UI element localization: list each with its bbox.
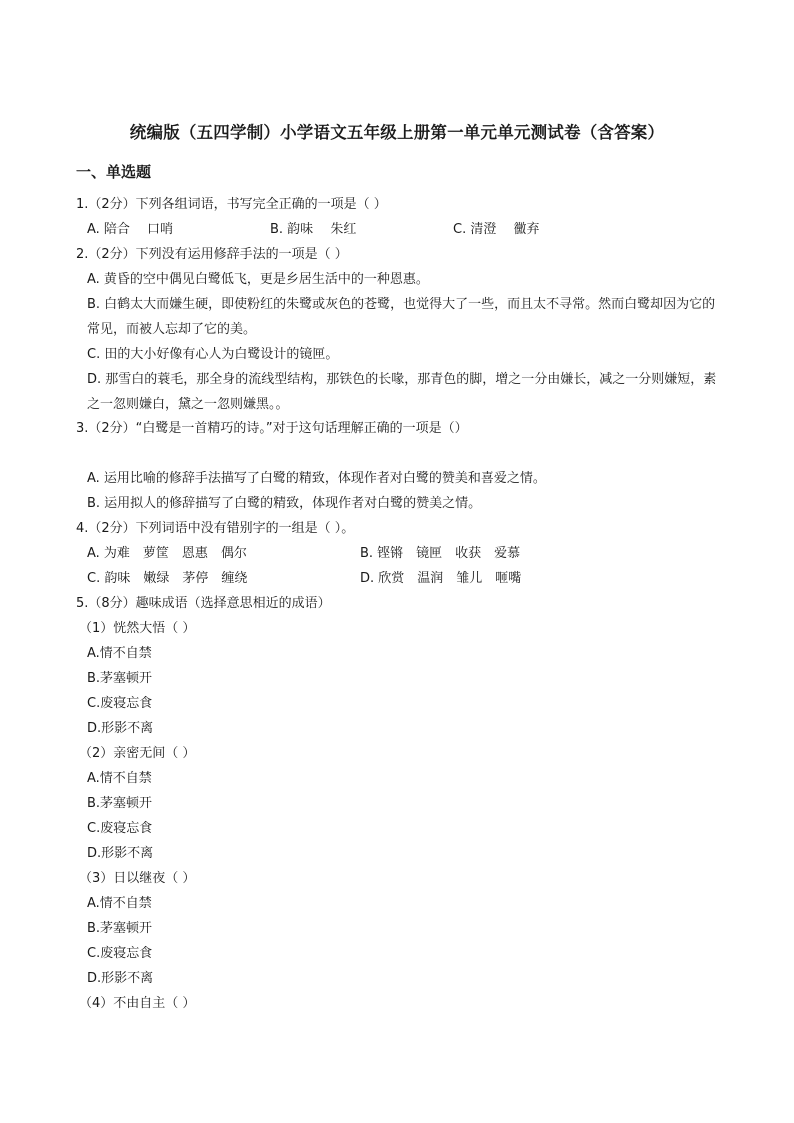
q3-option-a[interactable]: A. 运用比喻的修辞手法描写了白鹭的精致，体现作者对白鹭的赞美和喜爱之情。 bbox=[87, 471, 546, 486]
q3-option-b[interactable]: B. 运用拟人的修辞描写了白鹭的精致，体现作者对白鹭的赞美之情。 bbox=[87, 496, 482, 511]
q1-stem: 1.（2分）下列各组词语，书写完全正确的一项是（ ） bbox=[76, 197, 387, 212]
q2-option-b[interactable]: B. 白鹤太大而嫌生硬，即使粉红的朱鹭或灰色的苍鹭，也觉得大了一些，而且太不寻常。然而白鹭却因为它的常见，而被人忘却了它的美。 bbox=[87, 297, 716, 337]
q5-sub3-option-c[interactable]: C.废寝忘食 bbox=[87, 946, 153, 961]
q5-sub1-option-a[interactable]: A.情不自禁 bbox=[87, 646, 152, 661]
page-title: 统编版（五四学制）小学语文五年级上册第一单元单元测试卷（含答案） bbox=[129, 123, 665, 142]
q5-sub3-option-a[interactable]: A.情不自禁 bbox=[87, 896, 152, 911]
q5-sub1-option-d[interactable]: D.形影不离 bbox=[87, 721, 154, 736]
q5-sub2-option-a[interactable]: A.情不自禁 bbox=[87, 771, 152, 786]
q5-sub1-option-c[interactable]: C.废寝忘食 bbox=[87, 696, 153, 711]
q5-sub2-option-c[interactable]: C.废寝忘食 bbox=[87, 821, 153, 836]
q5-sub2: （2）亲密无间（ ） bbox=[79, 746, 196, 761]
q5-sub3-option-d[interactable]: D.形影不离 bbox=[87, 971, 154, 986]
q2-option-a[interactable]: A. 黄昏的空中偶见白鹭低飞，更是乡居生活中的一种恩惠。 bbox=[87, 272, 429, 287]
q5-sub1: （1）恍然大悟（ ） bbox=[79, 621, 196, 636]
q4-stem: 4.（2分）下列词语中没有错别字的一组是（ ）。 bbox=[76, 521, 355, 536]
q5-sub2-option-d[interactable]: D.形影不离 bbox=[87, 846, 154, 861]
q5-sub1-option-b[interactable]: B.茅塞顿开 bbox=[87, 671, 153, 686]
q1-option-a[interactable]: A. 陪合 口哨 bbox=[87, 222, 174, 237]
q1-option-c[interactable]: C. 清澄 黴弃 bbox=[453, 222, 540, 237]
section-heading: 一、单选题 bbox=[76, 163, 152, 181]
q5-sub4: （4）不由自主（ ） bbox=[79, 996, 196, 1011]
q4-option-a[interactable]: A. 为难 萝筐 恩惠 偶尔 bbox=[87, 546, 247, 561]
q3-stem: 3.（2分）“白鹭是一首精巧的诗。”对于这句话理解正确的一项是（） bbox=[76, 421, 468, 436]
q4-option-c[interactable]: C. 韵味 嫩绿 茅停 缠绕 bbox=[87, 571, 248, 586]
q2-option-c[interactable]: C. 田的大小好像有心人为白鹭设计的镜匣。 bbox=[87, 347, 339, 362]
q4-option-b[interactable]: B. 铿锵 镜匣 收获 爱慕 bbox=[360, 546, 521, 561]
q4-option-d[interactable]: D. 欣赏 温润 雏儿 咂嘴 bbox=[360, 571, 522, 586]
q2-option-d[interactable]: D. 那雪白的蓑毛，那全身的流线型结构，那铁色的长喙，那青色的脚，增之一分由嫌长，减之一分则嫌短，素之一忽则嫌白，黛之一忽则嫌黑。。 bbox=[87, 372, 717, 412]
q5-stem: 5.（8分）趣味成语（选择意思相近的成语） bbox=[76, 596, 331, 611]
q5-sub2-option-b[interactable]: B.茅塞顿开 bbox=[87, 796, 153, 811]
q1-option-b[interactable]: B. 韵味 朱红 bbox=[270, 222, 357, 237]
q2-stem: 2.（2分）下列没有运用修辞手法的一项是（ ） bbox=[76, 247, 348, 262]
q5-sub3-option-b[interactable]: B.茅塞顿开 bbox=[87, 921, 153, 936]
q5-sub3: （3）日以继夜（ ） bbox=[79, 871, 196, 886]
